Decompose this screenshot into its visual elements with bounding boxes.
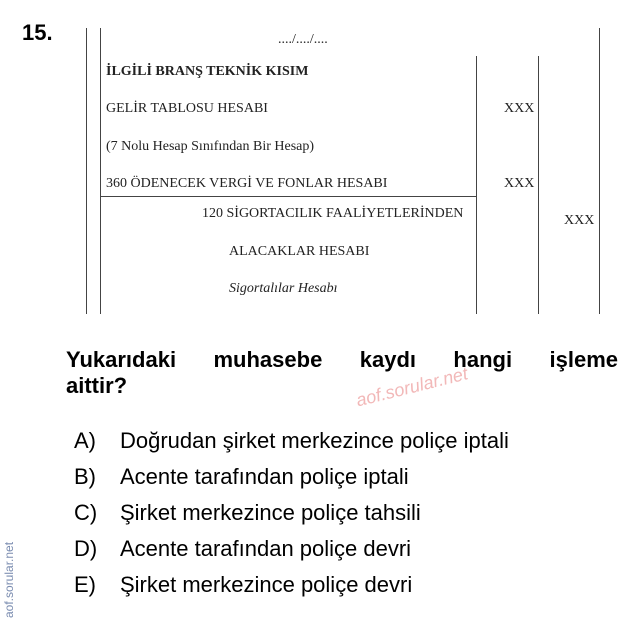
journal-credit-line-1: 120 SİGORTACILIK FAALİYETLERİNDEN <box>202 206 464 221</box>
journal-debit-header: İLGİLİ BRANŞ TEKNİK KISIM <box>106 64 309 79</box>
journal-right-border <box>599 28 600 314</box>
watermark: aof.sorular.net <box>354 363 470 411</box>
journal-inner-border <box>100 28 101 314</box>
journal-line-3: 360 ÖDENECEK VERGİ VE FONLAR HESABI <box>106 176 388 191</box>
journal-credit-line-3: Sigortalılar Hesabı <box>229 281 338 296</box>
option-letter: D) <box>74 536 98 561</box>
journal-left-border <box>86 28 87 314</box>
journal-credit-column-line <box>538 56 539 314</box>
journal-separator <box>100 196 476 197</box>
question-number: 15. <box>22 20 53 45</box>
option-a[interactable] <box>74 428 509 454</box>
option-letter: C) <box>74 500 98 525</box>
journal-date: ..../..../.... <box>278 32 328 47</box>
journal-line-2: (7 Nolu Hesap Sınıfından Bir Hesap) <box>106 139 315 154</box>
option-letter: B) <box>74 464 96 489</box>
option-text: Acente tarafından poliçe devri <box>120 536 412 561</box>
option-b[interactable] <box>74 464 409 490</box>
option-text: Şirket merkezince poliçe tahsili <box>120 500 421 525</box>
question-line-1: Yukarıdaki muhasebe kaydı hangi işleme <box>66 347 618 372</box>
option-text: Acente tarafından poliçe iptali <box>120 464 409 489</box>
option-text: Şirket merkezince poliçe devri <box>120 572 413 597</box>
option-letter: A) <box>74 428 96 453</box>
option-d[interactable] <box>74 536 411 562</box>
option-text: Doğrudan şirket merkezince poliçe iptali <box>120 428 509 453</box>
journal-credit-line-2: ALACAKLAR HESABI <box>229 244 370 259</box>
journal-line-1: GELİR TABLOSU HESABI <box>106 101 268 116</box>
journal-amount-debit-1: XXX <box>504 101 535 116</box>
option-e[interactable] <box>74 572 412 598</box>
side-watermark: aof.sorular.net <box>2 541 16 618</box>
journal-debit-column-line <box>476 56 477 314</box>
journal-amount-credit: XXX <box>564 213 595 228</box>
journal-entry <box>86 28 600 314</box>
option-letter: E) <box>74 572 96 597</box>
question-line-2: aittir? <box>66 373 128 398</box>
journal-amount-debit-2: XXX <box>504 176 535 191</box>
option-c[interactable] <box>74 500 421 526</box>
